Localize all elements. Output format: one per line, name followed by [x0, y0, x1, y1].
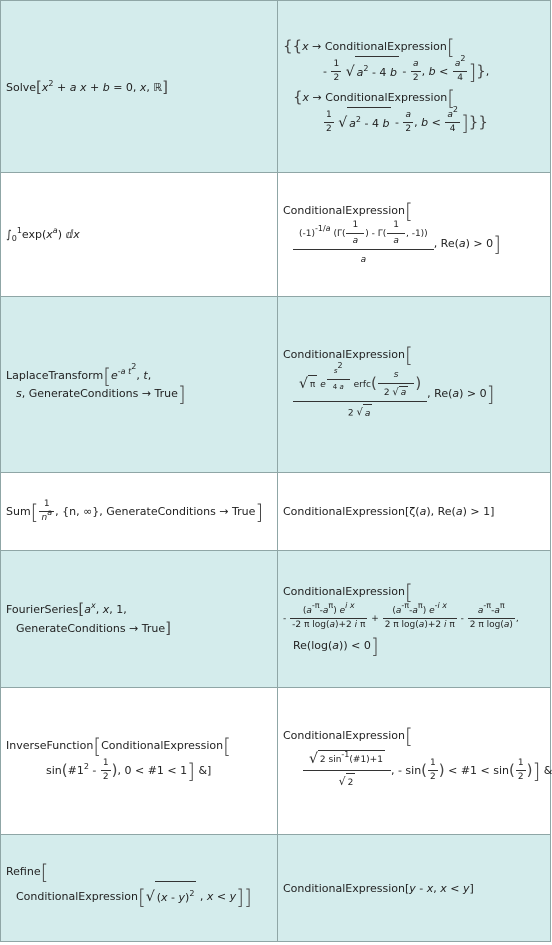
- table-row: [1, 297, 551, 473]
- table-row: [1, 1, 551, 173]
- sum-output: ConditionalExpression[ζ(a), Re(a) > 1]: [283, 505, 495, 518]
- input-cell[interactable]: [1, 173, 278, 297]
- output-cell[interactable]: ConditionalExpression[ - $\frac{(a^{-\pi}-a^\pi) e^{i x}}{\text{-2 π log(a)+2 i π}}$ + $\frac{(a^{-\pi}-a^\pi) e^{-i x}}{\text{2 π log(a)+2 i π}}$ - $\frac{a^{-\pi}-a^\pi}{\text{2 π log(a)}}$ , Re(log(a)) < 0]: [278, 551, 551, 688]
- table-row: [1, 835, 551, 942]
- fourier-term-1: $\frac{(a^{-\pi}-a^\pi) e^{i x}}{\text{-2 π log(a)+2 i π}}$: [292, 601, 366, 630]
- input-cell[interactable]: $LaplaceTransform[e^{-a t^2}$, t, s, GenerateConditions → True]: [1, 297, 278, 473]
- output-cell[interactable]: ConditionalExpression[ $(-1)^{-1/a}$ (Γ( $\frac{1}{a}$ ) - Γ( $\frac{1}{a}$ , -1)) a , Re(a) > 0]: [278, 173, 551, 297]
- input-cell[interactable]: $FourierSeries[a^x$, x, 1, GenerateConditions → True]: [1, 551, 278, 688]
- input-cell[interactable]: [1, 473, 278, 551]
- inverse-fraction: $\frac{√ 2 \sin^{-1}(\#1)+1}{√ 2}$: [303, 750, 391, 791]
- refine-output: ConditionalExpression[y - x, x < y]: [283, 881, 474, 895]
- sum-input: Sum[ $\frac{1}{n^a}$ , {n, ∞}, GenerateConditions → True]: [6, 499, 264, 524]
- output-cell[interactable]: ConditionalExpression[ √ π e $^{\frac{s^2}{4 a}}$ erfc( $\frac{s}{2 √ a}$ ) 2 √ a , Re(a) > 0]: [278, 297, 551, 473]
- input-cell[interactable]: Refine[ ConditionalExpression[√ (x - y)$^2$ , x < y]]: [1, 835, 278, 942]
- output-cell[interactable]: ConditionalExpression[ $\frac{√ 2 \sin^{-1}(\#1)+1}{√ 2}$ , - sin( $\frac{1}{2}$ ) < #1 < sin( $\frac{1}{2}$ )] &: [278, 688, 551, 835]
- table-row: [1, 173, 551, 297]
- output-head: ConditionalExpression: [283, 347, 405, 361]
- table-row: [1, 551, 551, 688]
- output-cell[interactable]: [278, 473, 551, 551]
- output-head: ConditionalExpression: [283, 728, 405, 742]
- input-cell[interactable]: InverseFunction[ConditionalExpression[ $\sin(\#1^2$ - $\frac{1}{2}$ ), 0 < #1 < 1] &]: [1, 688, 278, 835]
- integral-input: $\int_0^1\exp(x^a)$ ⅆx: [6, 226, 80, 243]
- solve-input: $Solve[x^2 + a$ x + b = 0, x, ℝ]: [6, 77, 168, 96]
- fourier-term-2: $\frac{(a^{-\pi}-a^\pi) e^{-i x}}{\text{2 π log(a)+2 i π}}$: [384, 601, 455, 630]
- output-head: ConditionalExpression: [324, 39, 447, 53]
- output-head: ConditionalExpression: [283, 203, 405, 217]
- output-head: ConditionalExpression: [283, 585, 405, 598]
- output-cell[interactable]: [278, 835, 551, 942]
- table-row: [1, 473, 551, 551]
- input-cell[interactable]: [1, 1, 278, 173]
- output-cell[interactable]: {{x → ConditionalExpression[ - $\frac{1}{2}$ √ $a^2 - 4$ b - $\frac{a}{2}$ , b < $\frac{a^2}{4}$ ]}, {x → ConditionalExpression[ $\frac{1}{2}$ √ $a^2 - 4$ b - $\frac{a}{2}$ , b < $\frac{a^2}{4}$ ]}}: [278, 1, 551, 173]
- integral-fraction: $(-1)^{-1/a}$ (Γ( $\frac{1}{a}$ ) - Γ( $\frac{1}{a}$ , -1)) a: [293, 220, 434, 268]
- fourier-term-3: $\frac{a^{-\pi}-a^\pi}{\text{2 π log(a)}}$: [469, 601, 513, 630]
- table-row: [1, 688, 551, 835]
- output-head-2: ConditionalExpression: [325, 90, 448, 104]
- laplace-fraction: √ π e $^{\frac{s^2}{4 a}}$ erfc( $\frac{s}{2 √ a}$ ) 2 √ a: [293, 366, 427, 422]
